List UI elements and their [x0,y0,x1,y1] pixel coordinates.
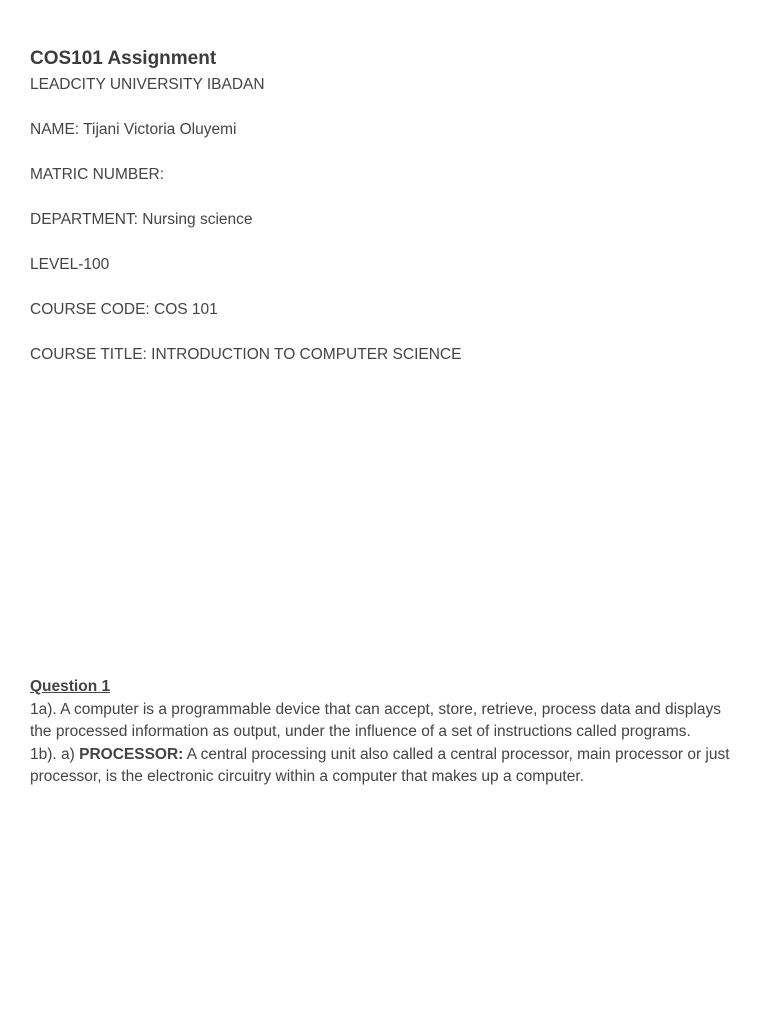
student-info [30,74,740,367]
department: DEPARTMENT: Nursing science [30,211,253,228]
document-header [30,47,740,367]
document-title: COS101 Assignment [30,48,217,69]
matric-number: MATRIC NUMBER: [30,166,165,183]
spacer [30,232,740,255]
answer-1a: 1a). A computer is a programmable device that can accept, store, retrieve, process data and displays the processed information as output, under the influence of a set of instructions called programs. [30,700,721,740]
question-1-section [30,676,736,789]
course-title: COURSE TITLE: INTRODUCTION TO COMPUTER SCIENCE [30,346,462,363]
course-code: COURSE CODE: COS 101 [30,301,218,318]
university-name: LEADCITY UNIVERSITY IBADAN [30,76,265,93]
question-heading: Question 1 [30,678,111,695]
student-name: NAME: Tijani Victoria Oluyemi [30,121,237,138]
answer-1b-text: A central processing unit also called a central processor, main processor or just processor, is the electronic circuitry within a computer that makes up a computer. [30,745,730,785]
spacer [30,277,740,300]
answer-1b [30,744,736,789]
spacer [30,97,740,120]
spacer [30,322,740,345]
spacer [30,187,740,210]
spacer [30,142,740,165]
level: LEVEL-100 [30,256,110,273]
answer-1b-term: PROCESSOR: [79,745,184,763]
answer-1b-prefix: 1b). a) [30,745,80,763]
